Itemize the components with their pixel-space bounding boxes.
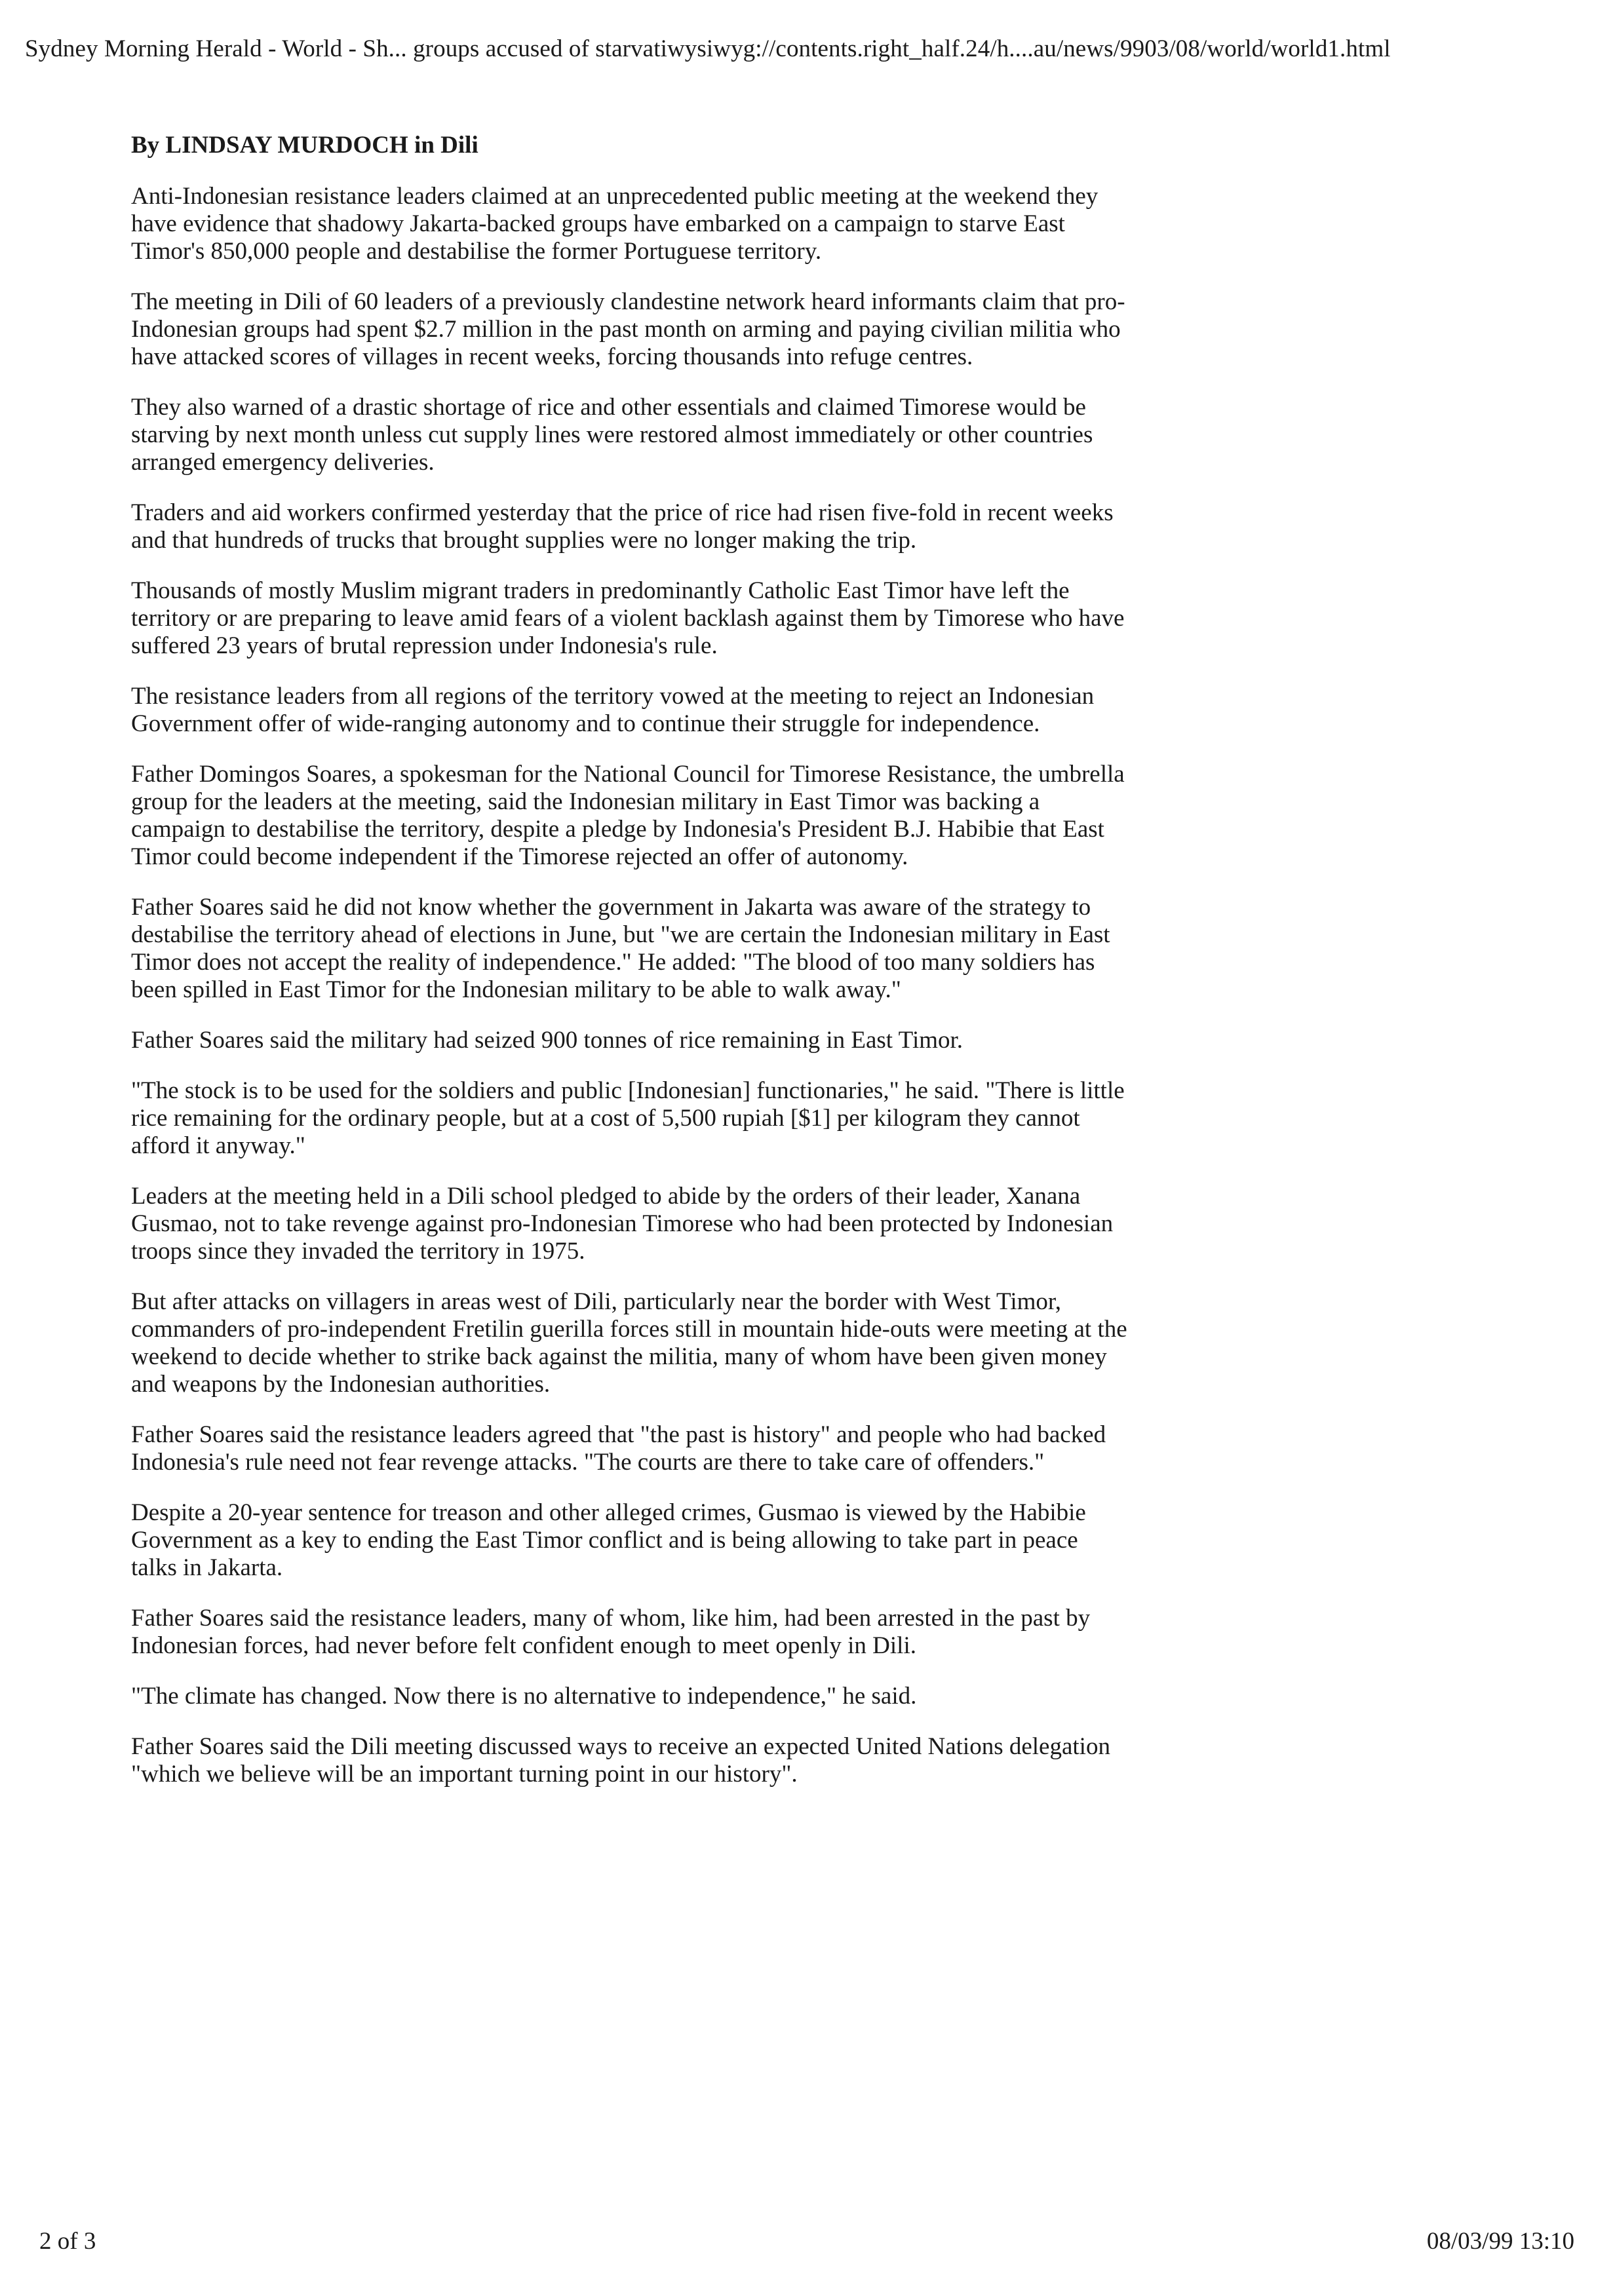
paragraph-12: But after attacks on villagers in areas west of Dili, particularly near the border with West Timor, commanders of pro-independent Fretilin guerilla forces still in mountain hide-outs were meeting at the weekend to decide whether to strike back against the militia, many of whom have been given money and weapons by the Indonesian authorities. [131, 1288, 1127, 1398]
paragraph-15: Father Soares said the resistance leaders, many of whom, like him, had been arrested in the past by Indonesian forces, had never before felt confident enough to meet openly in Dili. [131, 1605, 1091, 1659]
paragraph-7: Father Domingos Soares, a spokesman for the National Council for Timorese Resistance, the umbrella group for the leaders at the meeting, said the Indonesian military in East Timor was backing a campaign to destabilise the territory, despite a pledge by Indonesia's President B.J. Habibie that East Timor could become independent if the Timorese rejected an offer of autonomy. [131, 761, 1125, 870]
paragraph-6: The resistance leaders from all regions of the territory vowed at the meeting to reject an Indonesian Government offer of wide-ranging autonomy and to continue their struggle for independence. [131, 683, 1095, 737]
paragraph-9: Father Soares said the military had seized 900 tonnes of rice remaining in East Timor. [131, 1027, 963, 1054]
paragraph-17: Father Soares said the Dili meeting discussed ways to receive an expected United Nations delegation "which we believe will be an important turning point in our history". [131, 1733, 1110, 1788]
page-header-title-url: Sydney Morning Herald - World - Sh... groups accused of starvatiwysiwyg://contents.right_half.24/h....au/news/9903/08/world/world1.html [25, 35, 1391, 62]
paragraph-2: The meeting in Dili of 60 leaders of a previously clandestine network heard informants claim that pro-Indonesian groups had spent $2.7 million in the past month on arming and paying civilian militia who have attacked scores of villages in recent weeks, forcing thousands into refuge centres. [131, 288, 1125, 370]
paragraph-3: They also warned of a drastic shortage of rice and other essentials and claimed Timorese would be starving by next month unless cut supply lines were restored almost immediately or other countries arranged emergency deliveries. [131, 394, 1093, 476]
paragraph-14: Despite a 20-year sentence for treason and other alleged crimes, Gusmao is viewed by the Habibie Government as a key to ending the East Timor conflict and is being allowing to take part in peace talks in Jakarta. [131, 1499, 1086, 1581]
paragraph-10: "The stock is to be used for the soldiers and public [Indonesian] functionaries," he said. "There is little rice remaining for the ordinary people, but at a cost of 5,500 rupiah [$1] per kilogram they cannot afford it anyway." [131, 1077, 1125, 1159]
article-body [131, 131, 1127, 1811]
paragraph-8: Father Soares said he did not know whether the government in Jakarta was aware of the strategy to destabilise the territory ahead of elections in June, but "we are certain the Indonesian military in East Timor does not accept the reality of independence." He added: "The blood of too many soldiers has been spilled in East Timor for the Indonesian military to be able to walk away." [131, 894, 1110, 1003]
paragraph-1: Anti-Indonesian resistance leaders claimed at an unprecedented public meeting at the weekend they have evidence that shadowy Jakarta-backed groups have embarked on a campaign to starve East Timor's 850,000 people and destabilise the former Portuguese territory. [131, 183, 1099, 265]
page-number: 2 of 3 [39, 2228, 96, 2255]
byline: By LINDSAY MURDOCH in Dili [131, 132, 478, 159]
print-timestamp: 08/03/99 13:10 [1426, 2228, 1574, 2255]
paragraph-4: Traders and aid workers confirmed yesterday that the price of rice had risen five-fold in recent weeks and that hundreds of trucks that brought supplies were no longer making the trip. [131, 499, 1114, 554]
paragraph-11: Leaders at the meeting held in a Dili school pledged to abide by the orders of their leader, Xanana Gusmao, not to take revenge against pro-Indonesian Timorese who had been protected by Indonesian troops since they invaded the territory in 1975. [131, 1183, 1114, 1265]
paragraph-16: "The climate has changed. Now there is no alternative to independence," he said. [131, 1683, 917, 1710]
paragraph-13: Father Soares said the resistance leaders agreed that "the past is history" and people who had backed Indonesia's rule need not fear revenge attacks. "The courts are there to take care of offenders." [131, 1421, 1106, 1476]
paragraph-5: Thousands of mostly Muslim migrant traders in predominantly Catholic East Timor have left the territory or are preparing to leave amid fears of a violent backlash against them by Timorese who have suffered 23 years of brutal repression under Indonesia's rule. [131, 577, 1125, 659]
